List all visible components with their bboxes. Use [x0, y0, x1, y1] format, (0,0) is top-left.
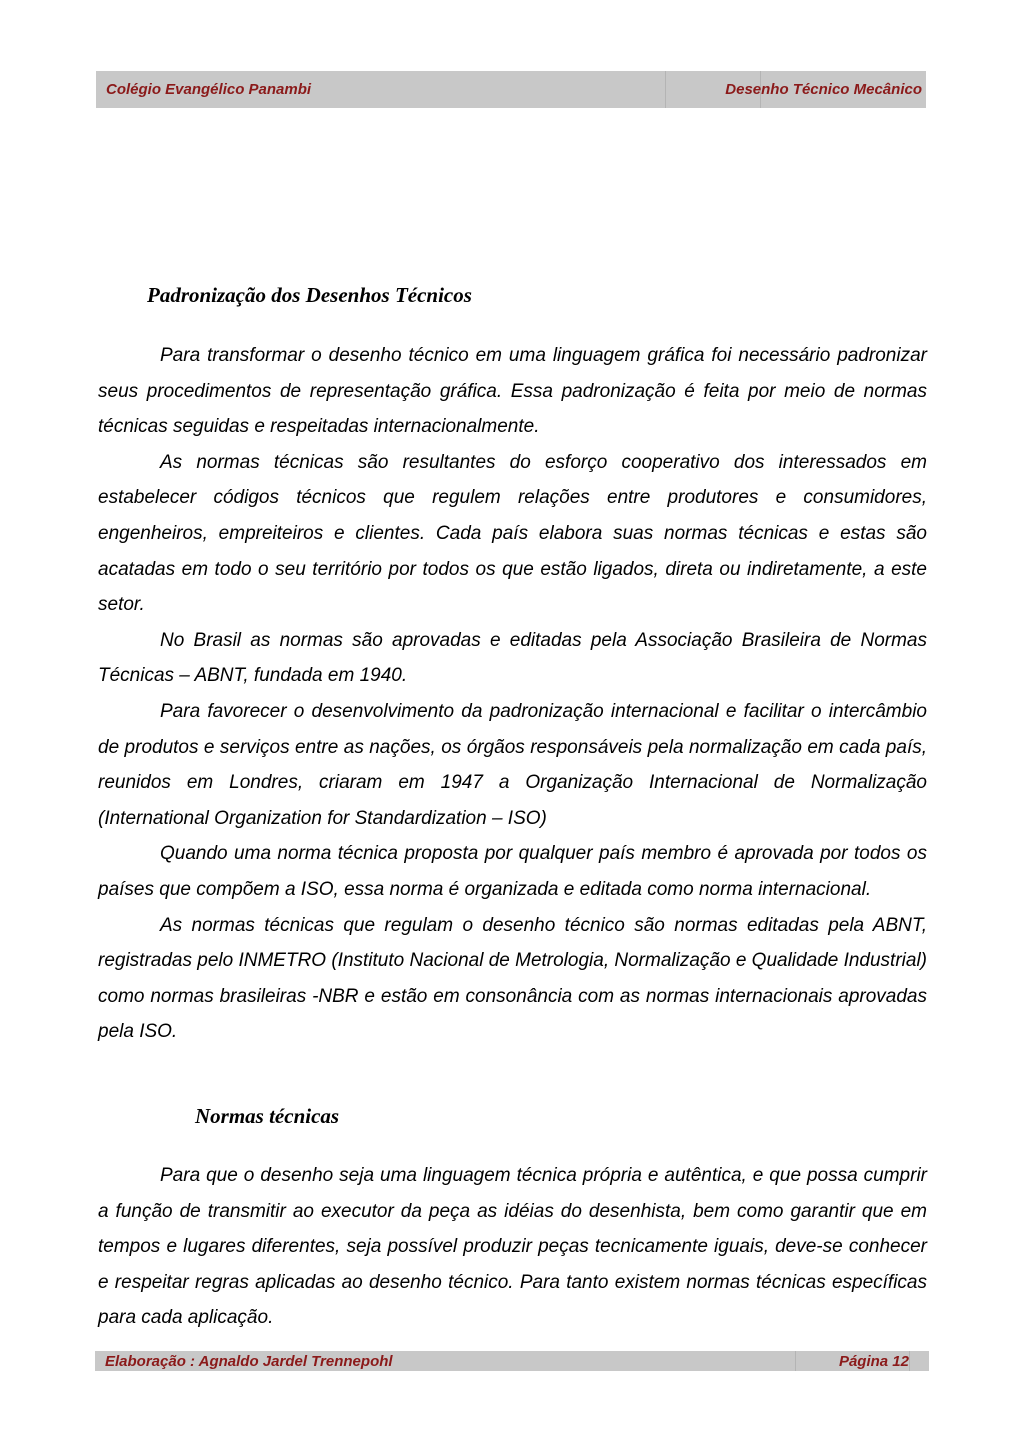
- section-title-padronizacao: Padronização dos Desenhos Técnicos: [147, 283, 472, 307]
- paragraph: As normas técnicas que regulam o desenho técnico são normas editadas pela ABNT, registradas pelo INMETRO (Instituto Nacional de Metrologia, Normalização e Qualidade Industrial) como normas brasileiras -NBR e estão em consonância com as normas internacionais aprovadas pela ISO.: [98, 914, 927, 1043]
- header-course-name: Desenho Técnico Mecânico: [725, 81, 922, 98]
- paragraph: As normas técnicas são resultantes do esforço cooperativo dos interessados em estabelecer códigos técnicos que regulem relações entre produtores e consumidores, engenheiros, empreiteiros e clientes. Cada país elabora suas normas técnicas e estas são acatadas em todo o seu território por todos os que estão ligados, direta ou indiretamente, a este setor.: [98, 451, 927, 616]
- section-title-normas-tecnicas: Normas técnicas: [195, 1104, 340, 1128]
- header-school-name: Colégio Evangélico Panambi: [106, 81, 312, 98]
- paragraph: Para que o desenho seja uma linguagem técnica própria e autêntica, e que possa cumprir a função de transmitir ao executor da peça as idéias do desenhista, bem como garantir que em tempos e lugares diferentes, seja possível produzir peças tecnicamente iguais, deve-se conhecer e respeitar regras aplicadas ao desenho técnico. Para tanto existem normas técnicas específicas para cada aplicação.: [98, 1165, 927, 1329]
- footer-author: Elaboração : Agnaldo Jardel Trennepohl: [105, 1352, 393, 1370]
- paragraph: Para favorecer o desenvolvimento da padronização internacional e facilitar o intercâmbio de produtos e serviços entre as nações, os órgãos responsáveis pela normalização em cada país, reunidos em Londres, criaram em 1947 a Organização Internacional de Normalização (International Organization for Standardization – ISO): [98, 700, 927, 829]
- footer-page-number: Página 12: [838, 1352, 909, 1370]
- section-body-padronizacao: [98, 338, 927, 1050]
- paragraph: Para transformar o desenho técnico em uma linguagem gráfica foi necessário padronizar seus procedimentos de representação gráfica. Essa padronização é feita por meio de normas técnicas seguidas e respeitadas internacionalmente.: [98, 345, 927, 438]
- paragraph: Quando uma norma técnica proposta por qualquer país membro é aprovada por todos os países que compõem a ISO, essa norma é organizada e editada como norma internacional.: [98, 843, 927, 900]
- section-body-normas-tecnicas: [98, 1158, 927, 1336]
- paragraph: No Brasil as normas são aprovadas e editadas pela Associação Brasileira de Normas Técnicas – ABNT, fundada em 1940.: [98, 629, 927, 687]
- page-header: [96, 71, 926, 108]
- page-footer: [95, 1351, 929, 1371]
